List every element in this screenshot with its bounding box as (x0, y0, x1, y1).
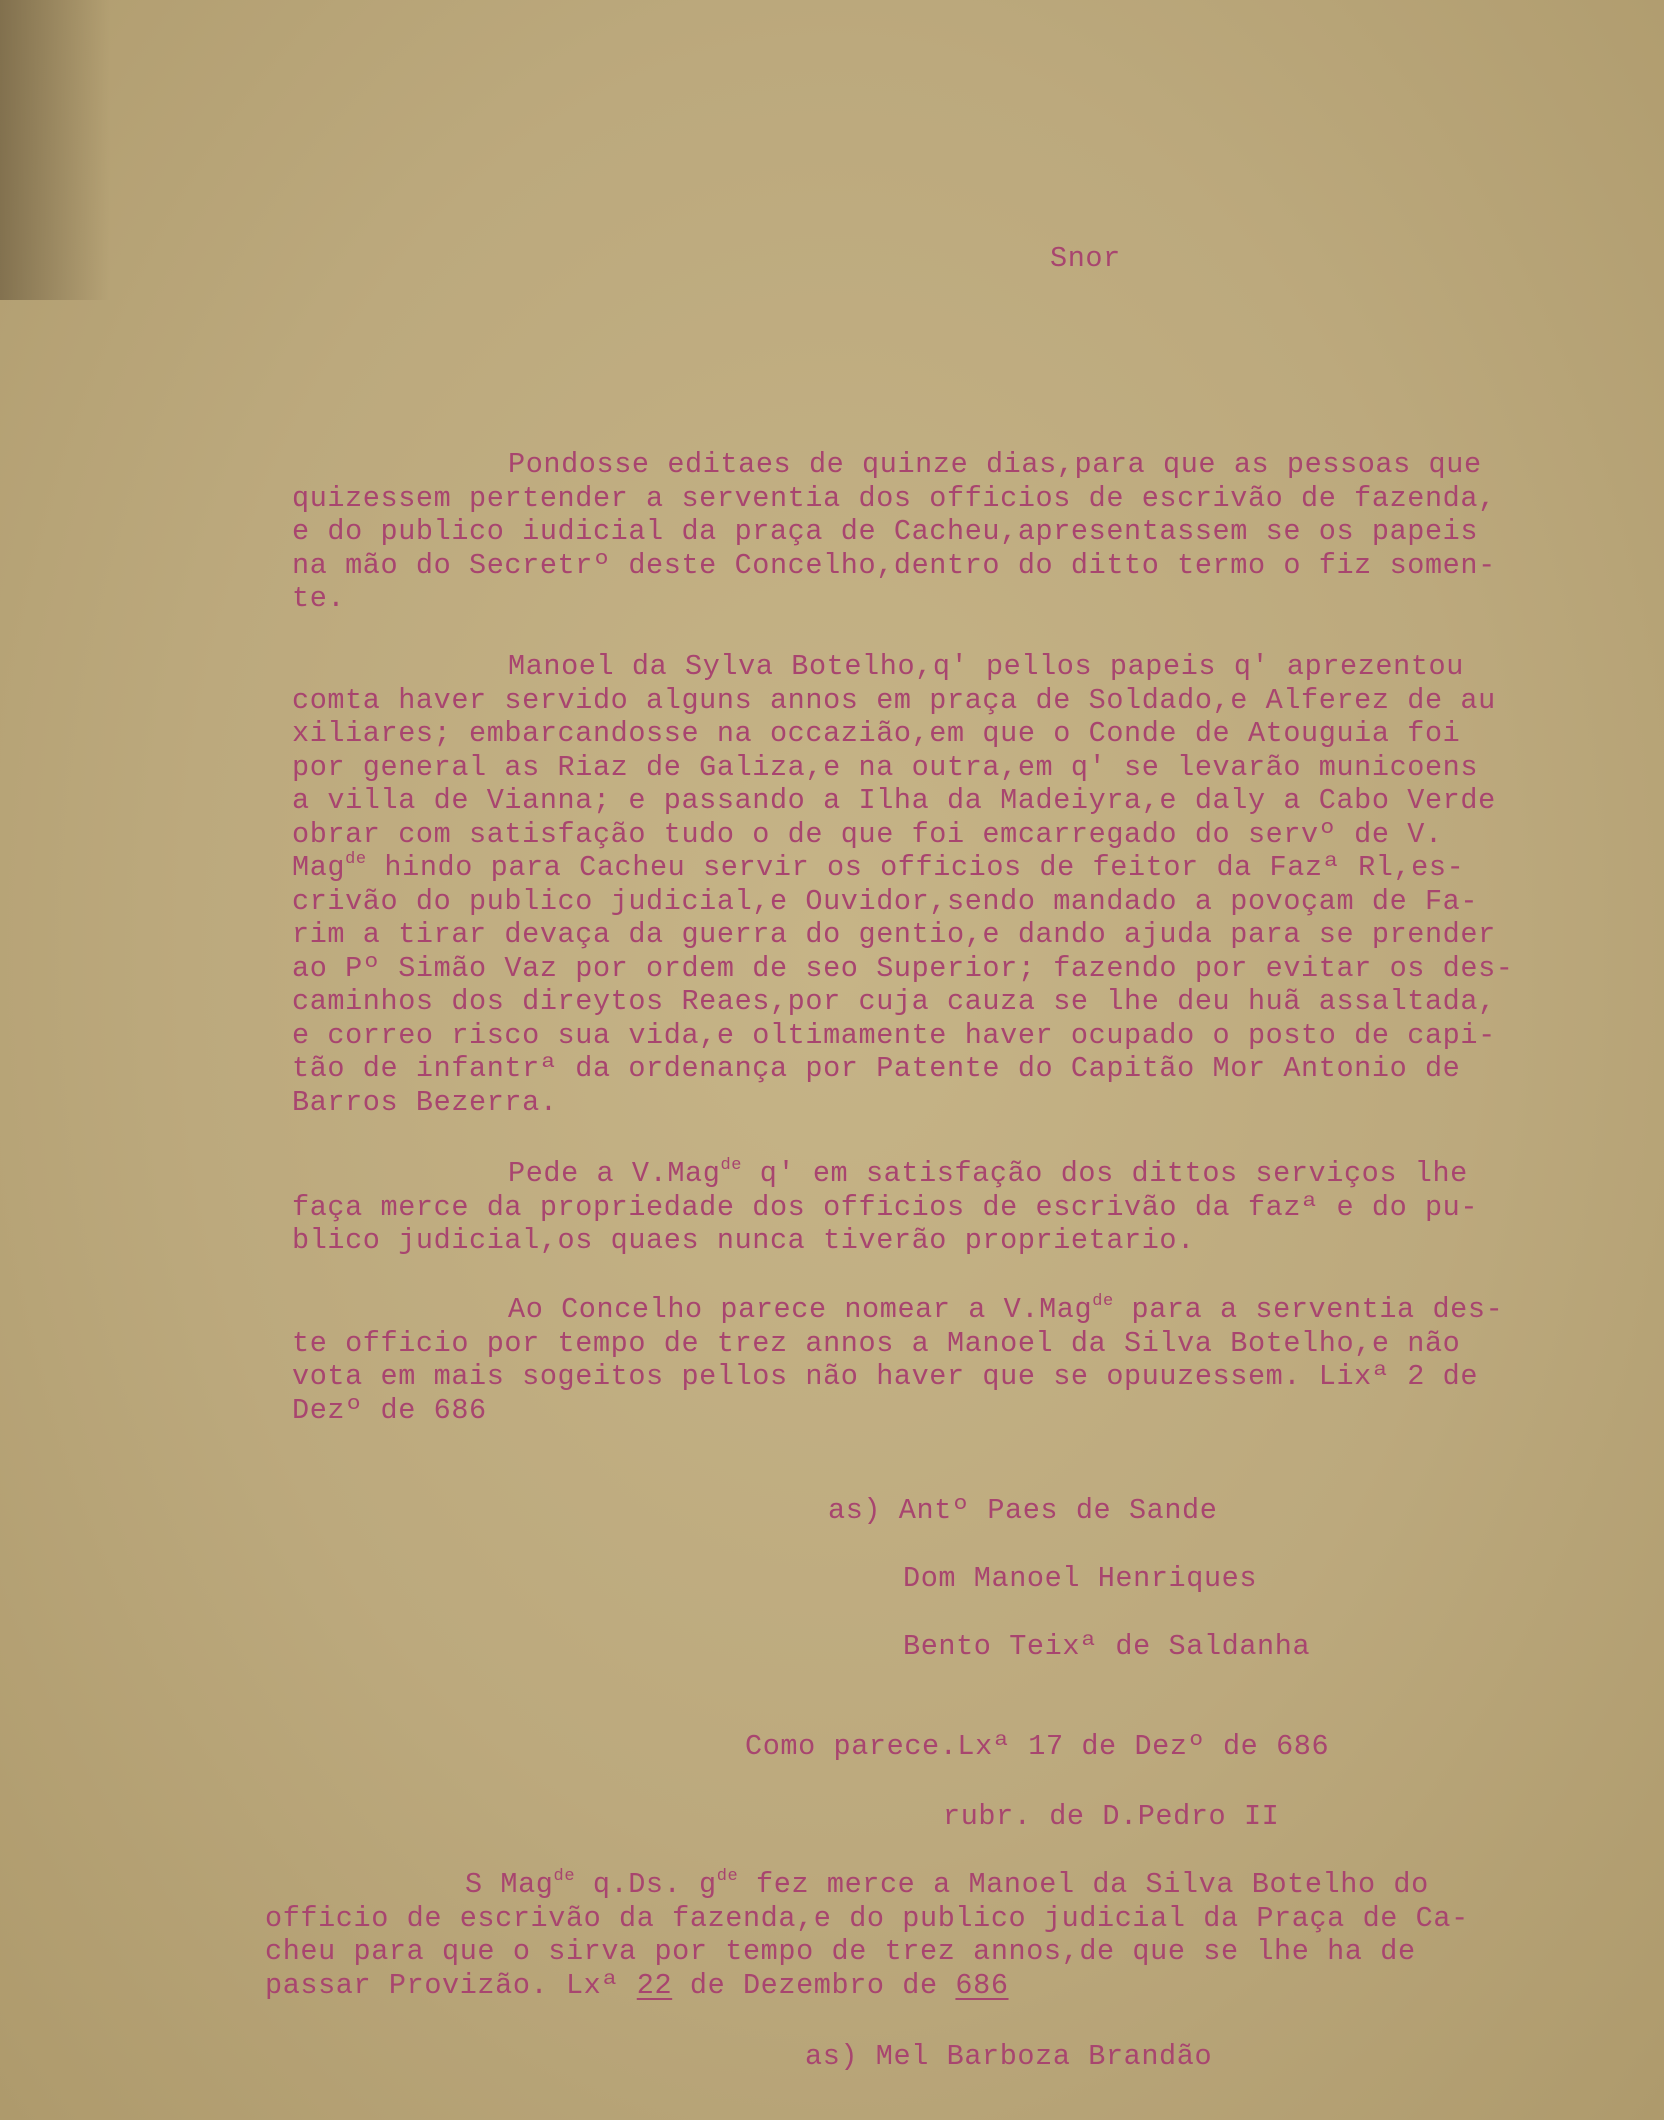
p3-line: blico judicial,os quaes nunca tiverão proprietario. (292, 1224, 1195, 1257)
signature: as) Antº Paes de Sande (828, 1494, 1218, 1527)
mag-sup: de (720, 1156, 743, 1175)
p2-line: a villa de Vianna; e passando a Ilha da Madeiyra,e daly a Cabo Verde (292, 784, 1496, 817)
final-text: fez merce a Manoel da Silva Botelho do (738, 1868, 1429, 1901)
p4-line (508, 1293, 1503, 1327)
paper-stain (0, 0, 110, 300)
p4-line: Dezº de 686 (292, 1394, 487, 1427)
p3-line (508, 1157, 1468, 1191)
final-signature: as) Mel Barboza Brandão (805, 2040, 1213, 2073)
p1-line: te. (292, 582, 346, 615)
p2-line: crivão do publico judicial,e Ouvidor,sendo mandado a povoçam de Fa- (292, 885, 1479, 918)
sup-text: de (716, 1867, 739, 1886)
p2-line: Manoel da Sylva Botelho,q' pellos papeis q' aprezentou (508, 650, 1464, 683)
p2-line: comta haver servido alguns annos em praça de Soldado,e Alferez de au (292, 684, 1496, 717)
signature: Dom Manoel Henriques (903, 1562, 1258, 1595)
sup-text: de (553, 1867, 576, 1886)
underlined-year: 686 (955, 1969, 1009, 2002)
p2-line (292, 851, 1464, 885)
p2-line: ao Pº Simão Vaz por ordem de seo Superior; fazendo por evitar os des- (292, 952, 1514, 985)
resolution-line: Como parece.Lxª 17 de Dezº de 686 (745, 1730, 1330, 1763)
p2-line: e correo risco sua vida,e oltimamente haver ocupado o posto de capi- (292, 1019, 1496, 1052)
p4-line: vota em mais sogeitos pellos não haver que se opuuzessem. Lixª 2 de (292, 1360, 1479, 1393)
p1-line: Pondosse editaes de quinze dias,para que as pessoas que (508, 448, 1482, 481)
p2-line: tão de infantrª da ordenança por Patente do Capitão Mor Antonio de (292, 1052, 1461, 1085)
p2-line: caminhos dos direytos Reaes,por cuja cauza se lhe deu huã assaltada, (292, 985, 1496, 1018)
final-text: q.Ds. g (575, 1868, 717, 1901)
final-line: cheu para que o sirva por tempo de trez annos,de que se lhe ha de (265, 1935, 1416, 1968)
p3-text: Pede a V.Mag (508, 1157, 721, 1190)
underlined-day: 22 (636, 1969, 673, 2002)
mag-sup: de (345, 850, 367, 869)
p3-line: faça merce da propriedade dos officios de escrivão da fazª e do pu- (292, 1191, 1479, 1224)
final-line (265, 1969, 1009, 2003)
p1-line: quizessem pertender a serventia dos officios de escrivão de fazenda, (292, 482, 1496, 515)
mag-abbrev: Mag (292, 851, 346, 884)
p4-line: te officio por tempo de trez annos a Manoel da Silva Botelho,e não (292, 1327, 1461, 1360)
p3-text: q' em satisfação dos dittos serviços lhe (742, 1157, 1468, 1190)
p1-line: e do publico iudicial da praça de Cacheu,apresentassem se os papeis (292, 515, 1479, 548)
p2-line: obrar com satisfação tudo o de que foi emcarregado do servº de V. (292, 818, 1443, 851)
rubric-line: rubr. de D.Pedro II (943, 1800, 1280, 1833)
p2-line: Barros Bezerra. (292, 1086, 558, 1119)
p2-line-text: hindo para Cacheu servir os officios de feitor da Fazª Rl,es- (384, 851, 1465, 884)
p2-line: por general as Riaz de Galiza,e na outra,em q' se levarão municoens (292, 751, 1479, 784)
salutation: Snor (1050, 242, 1121, 275)
p2-line: rim a tirar devaça da guerra do gentio,e dando ajuda para se prender (292, 918, 1496, 951)
final-text: de Dezembro de (672, 1969, 956, 2002)
final-line: officio de escrivão da fazenda,e do publico judicial da Praça de Ca- (265, 1902, 1469, 1935)
p1-line: na mão do Secretrº deste Concelho,dentro do ditto termo o fiz somen- (292, 549, 1496, 582)
final-text: passar Provizão. Lxª (265, 1969, 637, 2002)
final-text: S Mag (465, 1868, 554, 1901)
p2-line: xiliares; embarcandosse na occazião,em que o Conde de Atouguia foi (292, 717, 1461, 750)
signature: Bento Teixª de Saldanha (903, 1630, 1311, 1663)
mag-sup: de (1092, 1292, 1114, 1311)
final-line (465, 1868, 1429, 1902)
p4-text: Ao Concelho parece nomear a V.Mag (508, 1293, 1093, 1326)
p4-text: para a serventia des- (1113, 1293, 1504, 1326)
